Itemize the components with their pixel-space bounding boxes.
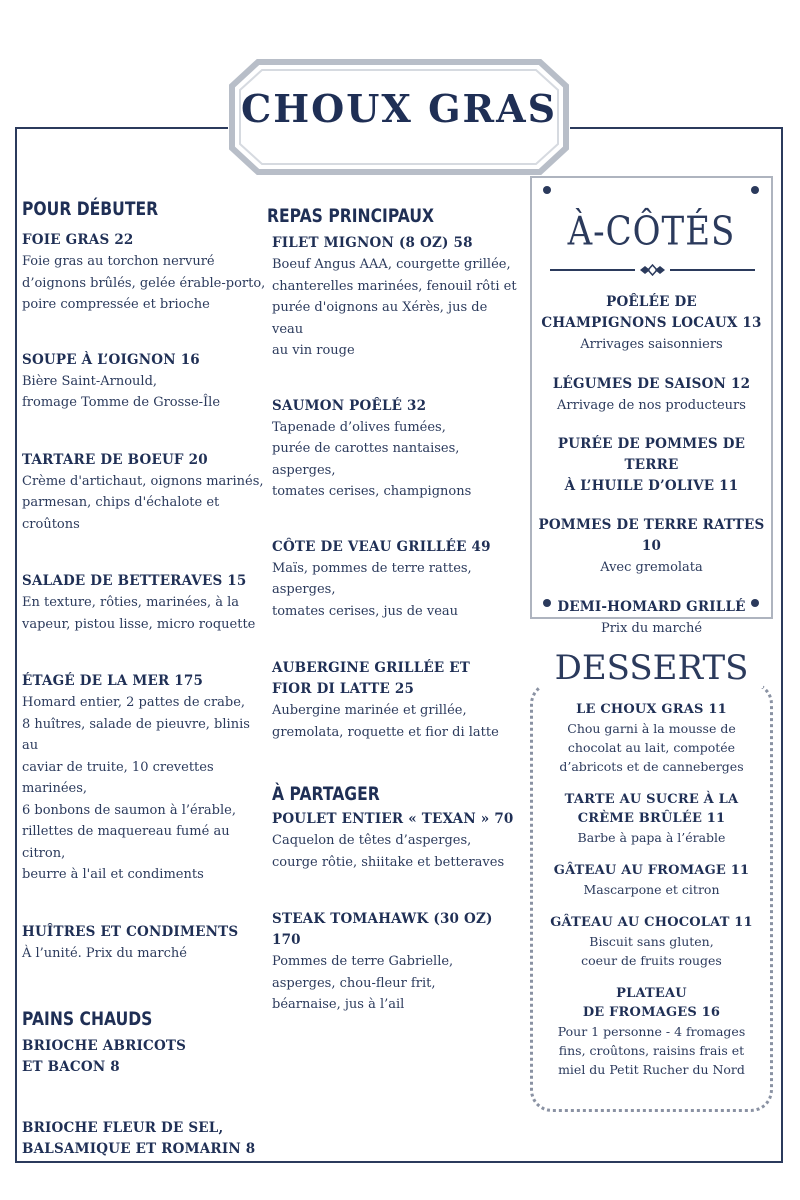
item-name: FIOR DI LATTE 25: [272, 681, 415, 697]
item-name: AUBERGINE GRILLÉE ET: [272, 660, 471, 676]
item-name: SOUPE À L’OIGNON 16: [22, 351, 200, 368]
item-name: CRÈME BRÛLÉE 11: [577, 811, 726, 826]
menu-item: [272, 396, 522, 503]
item-name: FOIE GRAS 22: [22, 232, 134, 248]
item-desc-line: fromage Tomme de Grosse-Île: [22, 395, 221, 410]
item-desc-line: tomates cerises, jus de veau: [272, 603, 459, 619]
menu-item: [272, 809, 522, 873]
menu-item: [532, 434, 771, 497]
item-name: SALADE DE BETTERAVES 15: [22, 573, 247, 589]
item-desc-line: parmesan, chips d'échalote et croûtons: [22, 495, 220, 532]
menu-item: [22, 1036, 267, 1078]
corner-stud: [751, 186, 759, 194]
menu-item: [532, 515, 771, 579]
item-name: POMMES DE TERRE RATTES 10: [538, 517, 765, 554]
item-desc-line: coeur de fruits rouges: [581, 953, 722, 968]
menu-item: [22, 230, 267, 316]
sides-list: [532, 292, 771, 657]
menu-item: [536, 984, 767, 1079]
menu-item: [536, 913, 767, 970]
item-desc-line: Pommes de terre Gabrielle,: [272, 954, 454, 969]
menu-item: [532, 374, 771, 417]
item-name: DE FROMAGES 16: [582, 1005, 721, 1020]
menu-item: [536, 861, 767, 899]
item-desc-line: Avec gremolata: [600, 560, 703, 575]
item-name: BRIOCHE FLEUR DE SEL,: [22, 1120, 224, 1136]
item-desc-line: 6 bonbons de saumon à l’érable,: [22, 802, 236, 818]
restaurant-name: CHOUX GRAS: [240, 86, 558, 131]
frame-top-left-rule: [15, 127, 228, 129]
ornament-divider-icon: [550, 264, 755, 276]
item-desc-line: À l’unité. Prix du marché: [22, 945, 187, 961]
item-desc-line: Barbe à papa à l’érable: [577, 830, 726, 845]
frame-top-right-rule: [570, 127, 783, 129]
item-desc-line: béarnaise, jus à l’ail: [272, 997, 405, 1012]
item-name: CÔTE DE VEAU GRILLÉE 49: [272, 538, 491, 555]
item-desc-line: purée de carottes nantaises, asperges,: [272, 441, 460, 478]
desserts-title: DESSERTS: [540, 648, 763, 688]
menu-item: [272, 537, 522, 623]
item-desc-line: Aubergine marinée et grillée,: [272, 703, 467, 718]
sides-title: À-CÔTÉS: [567, 209, 736, 255]
item-name: ÉTAGÉ DE LA MER 175: [22, 673, 204, 689]
item-desc-line: Arrivage de nos producteurs: [557, 397, 746, 413]
item-name: HUÎTRES ET CONDIMENTS: [22, 923, 239, 940]
menu-item: [532, 292, 771, 356]
item-name: GÂTEAU AU FROMAGE 11: [553, 863, 750, 878]
item-desc-line: asperges, chou-fleur frit,: [272, 975, 436, 991]
sharing-title: À PARTAGER: [272, 783, 380, 805]
menu-item: [532, 597, 771, 640]
breads-title: PAINS CHAUDS: [22, 1008, 153, 1030]
item-name: POÊLÉE DE: [606, 294, 697, 310]
item-desc-line: caviar de truite, 10 crevettes marinées,: [22, 759, 214, 796]
menu-item: [272, 658, 522, 743]
menu-item: [22, 350, 267, 414]
menu-item: [536, 700, 767, 776]
item-desc-line: Crème d'artichaut, oignons marinés,: [22, 473, 264, 489]
item-name: DEMI-HOMARD GRILLÉ: [557, 598, 746, 615]
item-name: BALSAMIQUE ET ROMARIN 8: [22, 1141, 256, 1157]
item-name: GÂTEAU AU CHOCOLAT 11: [550, 915, 753, 930]
item-desc-line: tomates cerises, champignons: [272, 484, 472, 499]
item-desc-line: chanterelles marinées, fenouil rôti et: [272, 278, 517, 294]
item-desc-line: En texture, rôties, marinées, à la: [22, 595, 240, 610]
item-desc-line: Bière Saint-Arnould,: [22, 373, 158, 389]
item-name: POULET ENTIER « TEXAN » 70: [272, 811, 514, 827]
menu-item: [22, 450, 267, 536]
menu-item: [272, 233, 522, 362]
item-name: ET BACON 8: [22, 1059, 120, 1075]
item-name: SAUMON POÊLÉ 32: [272, 397, 427, 414]
item-desc-line: purée d'oignons au Xérès, jus de veau: [272, 300, 488, 337]
desserts-list: [536, 700, 767, 1093]
item-desc-line: miel du Petit Rucher du Nord: [558, 1062, 745, 1077]
item-desc-line: Caquelon de têtes d’asperges,: [272, 833, 472, 848]
item-name: BRIOCHE ABRICOTS: [22, 1038, 187, 1054]
item-desc-line: Biscuit sans gluten,: [589, 934, 714, 949]
item-desc-line: gremolata, roquette et fior di latte: [272, 724, 499, 740]
item-desc-line: poire compressée et brioche: [22, 297, 210, 312]
item-name: FILET MIGNON (8 OZ) 58: [272, 235, 473, 251]
item-name: PLATEAU: [616, 986, 687, 1001]
item-desc-line: Arrivages saisonniers: [580, 337, 723, 352]
item-desc-line: Prix du marché: [600, 620, 703, 636]
menu-item: [22, 671, 267, 886]
menu-item: [536, 790, 767, 847]
menu-item: [272, 909, 522, 1016]
starters-column: [22, 198, 267, 1198]
item-name: LE CHOUX GRAS 11: [576, 702, 727, 717]
item-desc-line: au vin rouge: [272, 343, 355, 358]
item-desc-line: vapeur, pistou lisse, micro roquette: [22, 616, 256, 632]
item-name: CHAMPIGNONS LOCAUX 13: [541, 315, 762, 331]
menu-item: [22, 571, 267, 635]
mains-title: REPAS PRINCIPAUX: [267, 205, 435, 227]
starters-title: POUR DÉBUTER: [22, 198, 159, 220]
item-desc-line: Homard entier, 2 pattes de crabe,: [22, 695, 246, 710]
item-desc-line: Foie gras au torchon nervuré: [22, 254, 215, 269]
item-name: TARTE AU SUCRE À LA: [564, 792, 739, 807]
item-desc-line: chocolat au lait, compotée: [567, 740, 736, 755]
item-desc-line: fins, croûtons, raisins frais et: [558, 1043, 745, 1058]
menu-item: [22, 922, 267, 965]
item-desc-line: d’abricots et de canneberges: [559, 759, 744, 774]
menu-item: [22, 1118, 267, 1160]
item-desc-line: 8 huîtres, salade de pieuvre, blinis au: [22, 716, 250, 753]
item-desc-line: Boeuf Angus AAA, courgette grillée,: [272, 257, 511, 272]
item-name: PURÉE DE POMMES DE TERRE: [557, 436, 746, 473]
item-name: STEAK TOMAHAWK (30 OZ) 170: [272, 911, 493, 948]
corner-stud: [543, 186, 551, 194]
item-name: À L’HUILE D’OLIVE 11: [564, 478, 739, 494]
item-desc-line: beurre à l'ail et condiments: [22, 867, 204, 882]
item-desc-line: d’oignons brûlés, gelée érable-porto,: [22, 275, 266, 291]
item-name: TARTARE DE BOEUF 20: [22, 451, 208, 468]
item-desc-line: courge rôtie, shiitake et betteraves: [272, 854, 505, 870]
item-desc-line: Maïs, pommes de terre rattes, asperges,: [272, 560, 472, 597]
item-desc-line: Pour 1 personne - 4 fromages: [557, 1024, 746, 1039]
item-desc-line: Tapenade d’olives fumées,: [272, 419, 446, 435]
item-desc-line: rillettes de maquereau fumé au citron,: [22, 824, 230, 861]
item-desc-line: Chou garni à la mousse de: [567, 721, 736, 736]
item-desc-line: Mascarpone et citron: [583, 882, 720, 897]
mains-column: [267, 205, 522, 1054]
item-name: LÉGUMES DE SAISON 12: [552, 375, 751, 392]
